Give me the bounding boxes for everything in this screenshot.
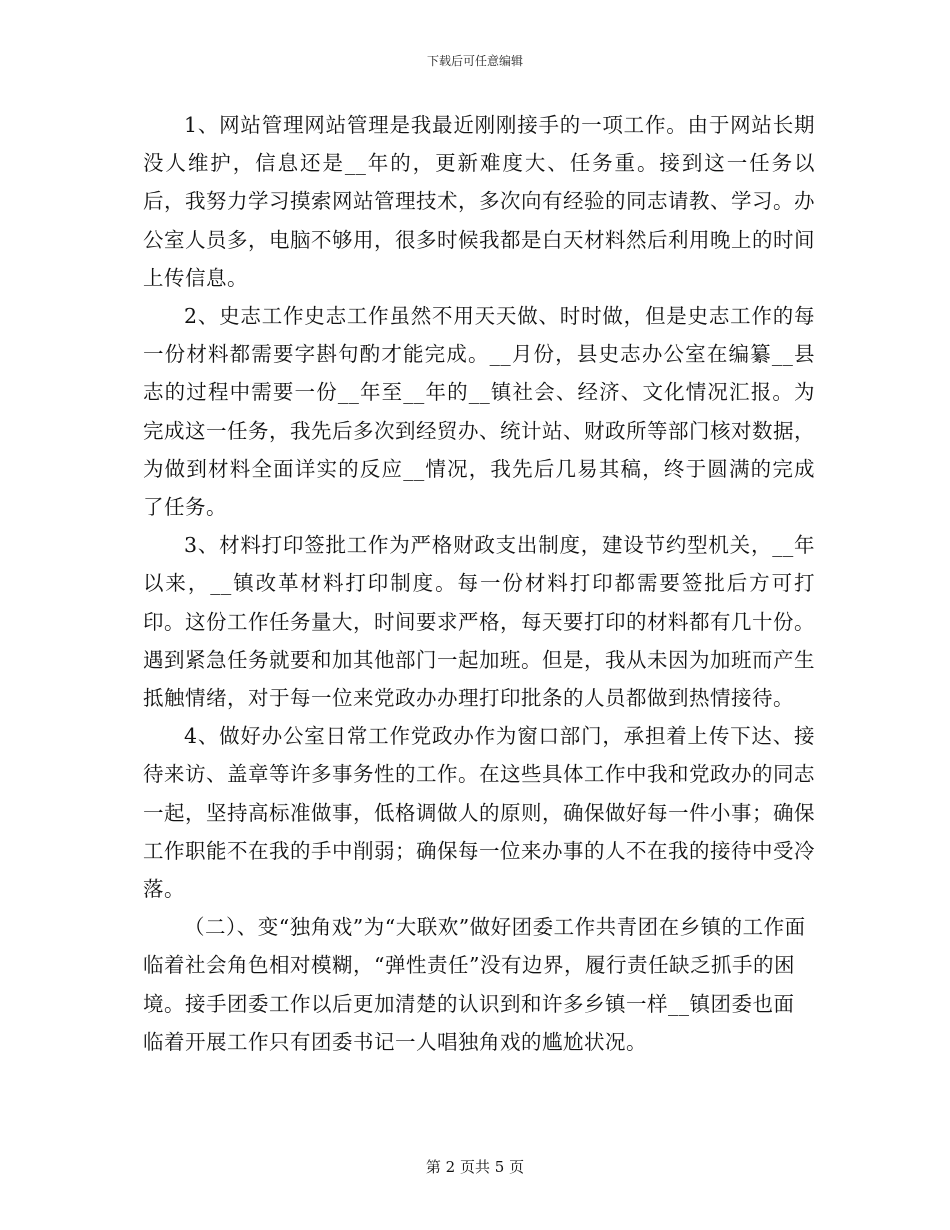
paragraph-website-management: 1、网站管理网站管理是我最近刚刚接手的一项工作。由于网站长期没人维护，信息还是__年的，更新难度大、任务重。接到这一任务以后，我努力学习摸索网站管理技术，多次向有经验的同志请教、学习。办公室人员多，电脑不够用，很多时候我都是白天材料然后利用晚上的时间上传信息。 — [143, 113, 815, 290]
paragraph-local-history: 2、史志工作史志工作虽然不用天天做、时时做，但是史志工作的每一份材料都需要字斟句酌才能完成。__月份，县史志办公室在编纂__县志的过程中需要一份__年至__年的__镇社会、经济、文化情况汇报。为完成这一任务，我先后多次到经贸办、统计站、财政所等部门核对数据，为做到材料全面详实的反应__情况，我先后几易其稿，终于圆满的完成了任务。 — [143, 304, 815, 520]
document-body — [143, 106, 815, 1061]
paragraph-office-routine: 4、做好办公室日常工作党政办作为窗口部门，承担着上传下达、接待来访、盖章等许多事务性的工作。在这些具体工作中我和党政办的同志一起，坚持高标准做事，低格调做人的原则，确保做好每一件小事；确保工作职能不在我的手中削弱；确保每一位来办事的人不在我的接待中受冷落。 — [143, 724, 815, 902]
paragraph-youth-league: （二）、变“独角戏”为“大联欢”做好团委工作共青团在乡镇的工作面临着社会角色相对模糊，“弹性责任”没有边界，履行责任缺乏抓手的困境。接手团委工作以后更加清楚的认识到和许多乡镇一样__镇团委也面临着开展工作只有团委书记一人唱独角戏的尴尬状况。 — [143, 915, 806, 1054]
paragraph-printing-approval: 3、材料打印签批工作为严格财政支出制度，建设节约型机关，__年以来，__镇改革材料打印制度。每一份材料打印都需要签批后方可打印。这份工作任务量大，时间要求严格，每天要打印的材料都有几十份。遇到紧急任务就要和加其他部门一起加班。但是，我从未因为加班而产生抵触情绪，对于每一位来党政办办理打印批条的人员都做到热情接待。 — [143, 533, 815, 711]
page-header: 下载后可任意编辑 — [426, 54, 523, 68]
page-number: 第 2 页共 5 页 — [425, 1158, 525, 1176]
